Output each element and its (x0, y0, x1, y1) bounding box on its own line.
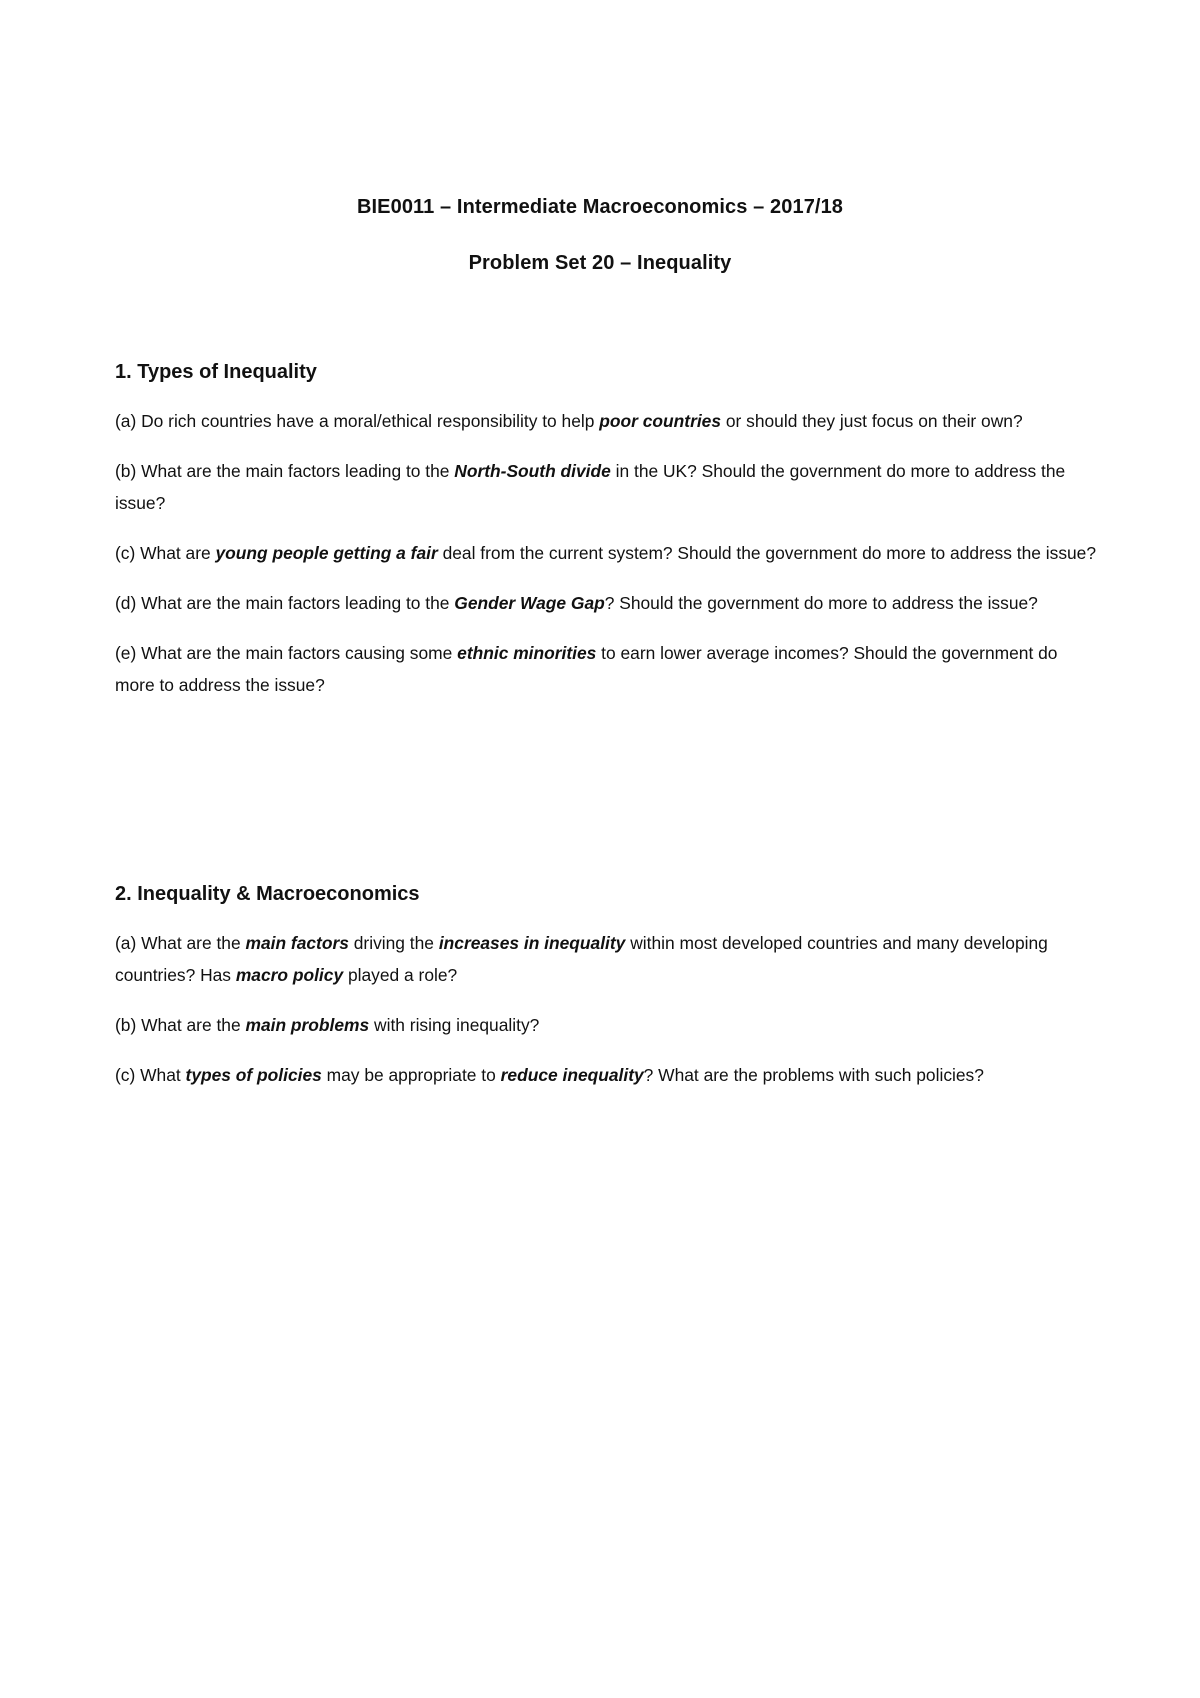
question-2a (115, 927, 1100, 991)
question-text: deal from the current system? Should the government do more to address the issue? (437, 543, 1097, 563)
question-emphasis: reduce inequality (500, 1065, 644, 1085)
document-subtitle: Problem Set 20 – Inequality (468, 252, 732, 274)
question-emphasis: increases in inequality (438, 933, 626, 953)
section-types-of-inequality (115, 359, 1100, 719)
question-text: within most developed countries and many developing countries? Has (115, 933, 1048, 985)
section-heading: 2. Inequality & Macroeconomics (115, 883, 420, 905)
question-emphasis: main problems (245, 1015, 370, 1035)
question-text: (c) What (115, 1065, 186, 1085)
question-text: to earn lower average incomes? Should the government do more to address the issue? (115, 643, 1058, 695)
question-text: driving the (348, 933, 439, 953)
question-text: (e) What are the main factors causing some (115, 643, 458, 663)
question-text: played a role? (343, 965, 458, 985)
question-emphasis: poor countries (599, 411, 722, 431)
question-text: (a) Do rich countries have a moral/ethical responsibility to help (115, 411, 600, 431)
question-emphasis: main factors (245, 933, 349, 953)
question-text: ? What are the problems with such policies? (643, 1065, 984, 1085)
document-title: BIE0011 – Intermediate Macroeconomics – 2017/18 (356, 196, 844, 218)
question-1a (115, 405, 1100, 437)
question-emphasis: ethnic minorities (457, 643, 597, 663)
question-emphasis: Gender Wage Gap (454, 593, 605, 613)
question-1b (115, 455, 1100, 519)
question-text: (c) What are (115, 543, 216, 563)
question-text: may be appropriate to (321, 1065, 501, 1085)
question-2b (115, 1009, 1100, 1041)
question-text: (a) What are the (115, 933, 246, 953)
question-1d (115, 587, 1100, 619)
question-2c (115, 1059, 1100, 1091)
question-text: ? Should the government do more to address the issue? (604, 593, 1038, 613)
section-inequality-macroeconomics (115, 881, 1100, 1109)
question-text: (b) What are the main factors leading to the (115, 461, 455, 481)
question-emphasis: North-South divide (454, 461, 611, 481)
question-text: with rising inequality? (369, 1015, 540, 1035)
question-text: (d) What are the main factors leading to the (115, 593, 455, 613)
question-text: (b) What are the (115, 1015, 246, 1035)
section-heading: 1. Types of Inequality (115, 361, 317, 383)
question-text: or should they just focus on their own? (721, 411, 1023, 431)
question-emphasis: types of policies (185, 1065, 322, 1085)
question-text: in the UK? Should the government do more to address the issue? (115, 461, 1066, 513)
question-emphasis: macro policy (235, 965, 344, 985)
question-emphasis: young people getting a fair (215, 543, 438, 563)
question-1c (115, 537, 1100, 569)
question-1e (115, 637, 1100, 701)
